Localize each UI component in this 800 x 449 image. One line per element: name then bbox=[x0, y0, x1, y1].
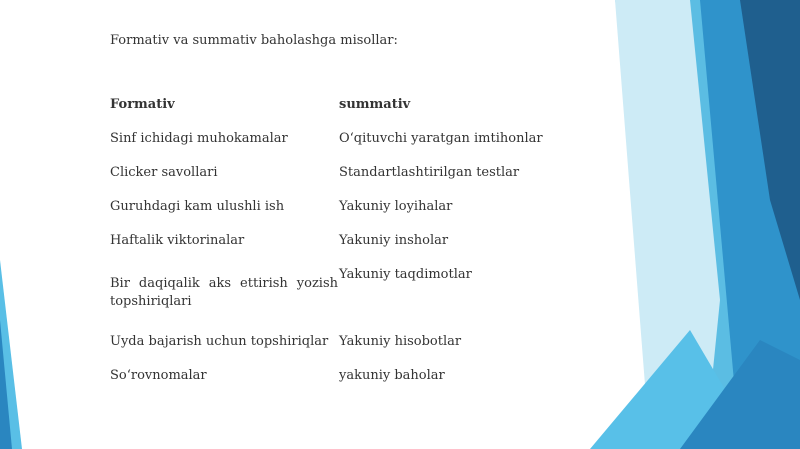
formative-item: Guruhdagi kam ulushli ish bbox=[110, 199, 285, 214]
summative-item: O‘qituvchi yaratgan imtihonlar bbox=[339, 131, 543, 146]
formative-item: Bir daqiqalik aks ettirish yozish topshiriqlari bbox=[110, 276, 338, 309]
summative-item: Yakuniy hisobotlar bbox=[339, 334, 462, 349]
formative-item: Haftalik viktorinalar bbox=[110, 233, 245, 248]
formative-item: Clicker savollari bbox=[110, 165, 218, 180]
summative-item: Yakuniy taqdimotlar bbox=[339, 267, 472, 282]
summative-item: Yakuniy insholar bbox=[339, 233, 449, 248]
summative-header: summativ bbox=[339, 97, 411, 112]
formative-item: So‘rovnomalar bbox=[110, 368, 207, 383]
summative-item: Yakuniy loyihalar bbox=[339, 199, 453, 214]
formative-item: Sinf ichidagi muhokamalar bbox=[110, 131, 288, 146]
formative-item: Uyda bajarish uchun topshiriqlar bbox=[110, 334, 329, 349]
summative-item: yakuniy baholar bbox=[339, 368, 445, 383]
slide-title: Formativ va summativ baholashga misollar: bbox=[110, 33, 398, 48]
formative-header: Formativ bbox=[110, 97, 175, 112]
summative-item: Standartlashtirilgan testlar bbox=[339, 165, 520, 180]
